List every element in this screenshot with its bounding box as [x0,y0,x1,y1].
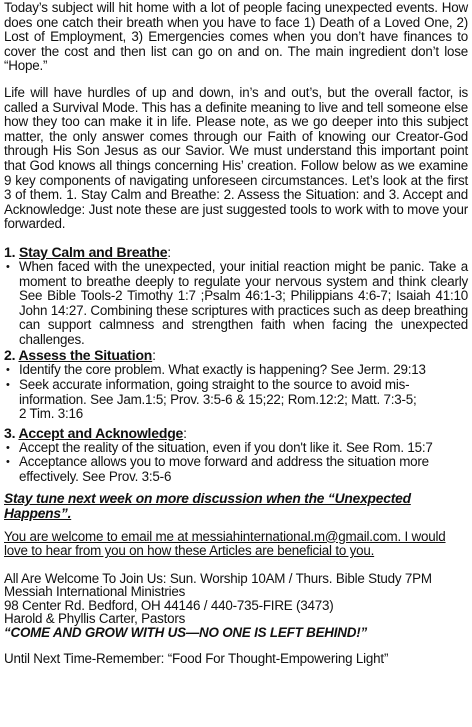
bullet-continuation [4,407,468,422]
section-heading [4,347,468,363]
section-number: 2. [4,347,16,364]
section-colon: : [152,347,156,364]
section-stay-calm [4,244,468,348]
intro-paragraph-2: Life will have hurdles of up and down, in’s and out’s, but the overall factor, is called a Survival Mode. This has a definite meaning to live and tell someone else how they too can make it in life. Please note, as we go deeper into this subject matter, the only answer comes through our Faith of knowing our Creator-God through His Son Jesus as our Savior. We must understand this important point that God knows all things concerning His’ creation. Follow below as we examine 9 key components of navigating unforeseen circumstances. Let’s look at the first 3 of them. 1. Stay Calm and Breathe: 2. Assess the Situation: and 3. Accept and Acknowledge: Just note these are just suggested tools to work with to move your forwarded. [4,84,468,232]
bullet-list [4,260,468,348]
section-title: Assess the Situation [18,347,153,364]
section-assess [4,347,468,421]
bullet-continuation-text: 2 Tim. 3:16 [19,406,84,422]
address-phone: 98 Center Rd. Bedford, OH 44146 / 440-735-FIRE (3473) [4,597,334,613]
motto: “COME AND GROW WITH US—NO ONE IS LEFT BEHIND!” [4,624,367,640]
bullet-item: • When faced with the unexpected, your initial reaction might be panic. Take a moment to breathe deeply to regulate your nervous system and think clearly See Bible Tools-2 Timothy 1:7 ;Psalm 46:1-3; Philippians 4:6-7; Isaiah 41:10 John 14:27. Combining these scriptures with practices such as deep breathing can support calmness and strengthen faith when facing the unexpected challenges. [4,260,468,348]
bullet-item: • Identify the core problem. What exactly is happening? See Jerm. 29:13 [4,363,468,378]
stay-tuned-note: Stay tune next week on more discussion when the “Unexpected Happens”. [4,490,411,521]
section-heading [4,244,468,260]
section-title: Accept and Acknowledge [18,424,184,441]
closing-line: Until Next Time-Remember: “Food For Thought-Empowering Light” [4,650,389,666]
article [4,0,468,666]
section-accept [4,425,468,485]
pastors: Harold & Phyllis Carter, Pastors [4,611,186,627]
section-heading [4,425,468,441]
ministry-name: Messiah International Ministries [4,584,186,600]
bullet-item: • Acceptance allows you to move forward and address the situation more effectively. See Prov. 3:5-6 [4,455,468,484]
bullet-item: • Accept the reality of the situation, even if you don't like it. See Rom. 15:7 [4,441,468,456]
email-invitation: You are welcome to email me at messiahinternational.m@gmail.com. I would love to hear from you on how these Articles are beneficial to you. [4,528,446,559]
contact-block [4,572,468,626]
section-number: 3. [4,424,16,441]
section-colon: : [183,424,187,441]
bullet-list [4,441,468,485]
section-number: 1. [4,243,16,260]
section-title: Stay Calm and Breathe [18,243,168,260]
bullet-list [4,363,468,421]
intro-paragraph-1: Today’s subject will hit home with a lot of people facing unexpected events. How does one catch their breath when you have to face 1) Death of a Loved One, 2) Lost of Employment, 3) Emergencies comes when you don’t have finances to cover the cost and then list can go on and on. The main ingredient don’t lose “Hope.” [4,0,468,74]
bullet-item: • Seek accurate information, going straight to the source to avoid mis-information. See Jam.1:5; Prov. 3:5-6 & 15;22; Rom.12:2; Matt. 7:3-5; [4,378,468,407]
service-schedule: All Are Welcome To Join Us: Sun. Worship 10AM / Thurs. Bible Study 7PM [4,570,432,586]
section-colon: : [167,243,171,260]
